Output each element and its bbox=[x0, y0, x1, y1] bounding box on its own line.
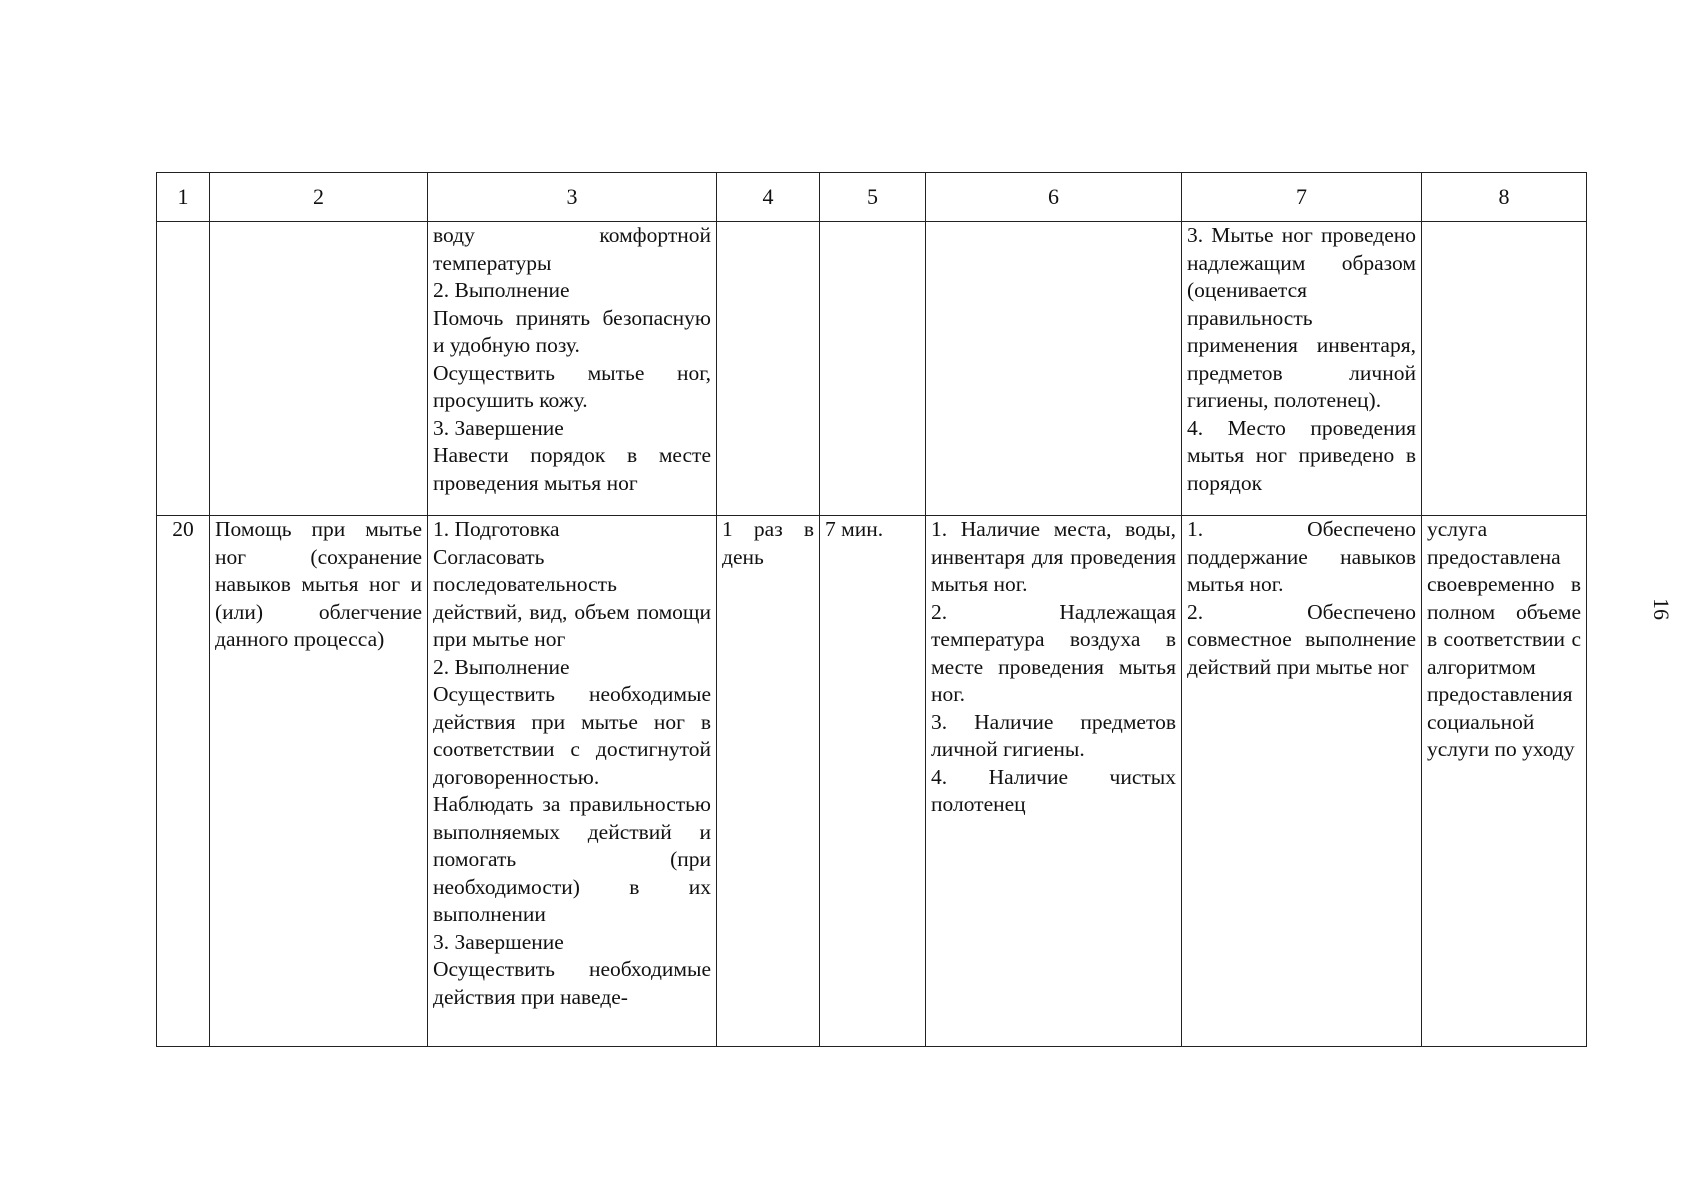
cell-result: услуга предоставлена своевременно в полном объеме в соответствии с алгоритмом предоставления социальной услуги по уходу bbox=[1422, 516, 1587, 1047]
indicator-line: 3. Мытье ног проведено надлежащим образом (оценивается правильность применения инвентаря, предметов личной гигиены, полотенец). bbox=[1187, 223, 1416, 412]
column-header-7: 7 bbox=[1182, 173, 1422, 222]
procedure-line: Наблюдать за правильностью выполняемых действий и помогать (при необходимости) в их выполнении bbox=[433, 792, 711, 926]
cell-result bbox=[1422, 222, 1587, 516]
column-header-1: 1 bbox=[157, 173, 210, 222]
cell-quality-indicators bbox=[1182, 222, 1422, 516]
indicator-line: 2. Обеспечено совместное выполнение действий при мытье ног bbox=[1187, 599, 1416, 679]
column-header-8: 8 bbox=[1422, 173, 1587, 222]
procedure-line: Осуществить мытье ног, просушить кожу. bbox=[433, 360, 711, 412]
cell-conditions bbox=[926, 222, 1182, 516]
cell-duration: 7 мин. bbox=[820, 516, 926, 1047]
procedure-line: 3. Завершение bbox=[433, 929, 564, 954]
cell-conditions bbox=[926, 516, 1182, 1047]
column-header-2: 2 bbox=[210, 173, 428, 222]
cell-service-name bbox=[210, 222, 428, 516]
condition-line: 1. Наличие места, воды, инвентаря для проведения мытья ног. bbox=[931, 517, 1176, 596]
cell-frequency: 1 раз в день bbox=[717, 516, 820, 1047]
procedure-line: Осуществить необходимые действия при наведе- bbox=[433, 957, 711, 1009]
cell-service-name: Помощь при мытье ног (сохранение навыков мытья ног и (или) облегчение данного процесса) bbox=[210, 516, 428, 1047]
cell-procedure bbox=[428, 222, 717, 516]
procedure-line: 2. Выполнение bbox=[433, 278, 570, 302]
procedure-line: 3. Завершение bbox=[433, 415, 564, 440]
procedure-line: Навести порядок в месте проведения мытья ног bbox=[433, 443, 711, 495]
cell-frequency bbox=[717, 222, 820, 516]
service-standards-table bbox=[156, 172, 1587, 1047]
cell-procedure bbox=[428, 516, 717, 1047]
cell-quality-indicators bbox=[1182, 516, 1422, 1047]
procedure-line: Осуществить необходимые действия при мытье ног в соответствии с достигнутой договоренностью. bbox=[433, 682, 711, 789]
procedure-line: 1. Подготовка bbox=[433, 517, 560, 541]
procedure-line: Согласовать последовательность действий, вид, объем помощи при мытье ног bbox=[433, 544, 711, 651]
cell-number: 20 bbox=[157, 516, 210, 1047]
cell-duration bbox=[820, 222, 926, 516]
indicator-line: 4. Место проведения мытья ног приведено в порядок bbox=[1187, 415, 1416, 495]
table-header-row bbox=[157, 173, 1587, 222]
condition-line: 2. Надлежащая температура воздуха в месте проведения мытья ног. bbox=[931, 599, 1176, 706]
column-header-4: 4 bbox=[717, 173, 820, 222]
procedure-line: 2. Выполнение bbox=[433, 654, 570, 679]
table-row-20 bbox=[157, 516, 1587, 1047]
table-row-continuation bbox=[157, 222, 1587, 516]
indicator-line: 1. Обеспечено поддержание навыков мытья ног. bbox=[1187, 517, 1416, 596]
procedure-line: Помочь принять безопасную и удобную позу. bbox=[433, 305, 711, 357]
condition-line: 4. Наличие чистых полотенец bbox=[931, 764, 1176, 816]
column-header-3: 3 bbox=[428, 173, 717, 222]
condition-line: 3. Наличие предметов личной гигиены. bbox=[931, 709, 1176, 761]
cell-number bbox=[157, 222, 210, 516]
procedure-line: воду комфортной температуры bbox=[433, 223, 711, 275]
page-number: 16 bbox=[1649, 598, 1674, 620]
column-header-5: 5 bbox=[820, 173, 926, 222]
column-header-6: 6 bbox=[926, 173, 1182, 222]
